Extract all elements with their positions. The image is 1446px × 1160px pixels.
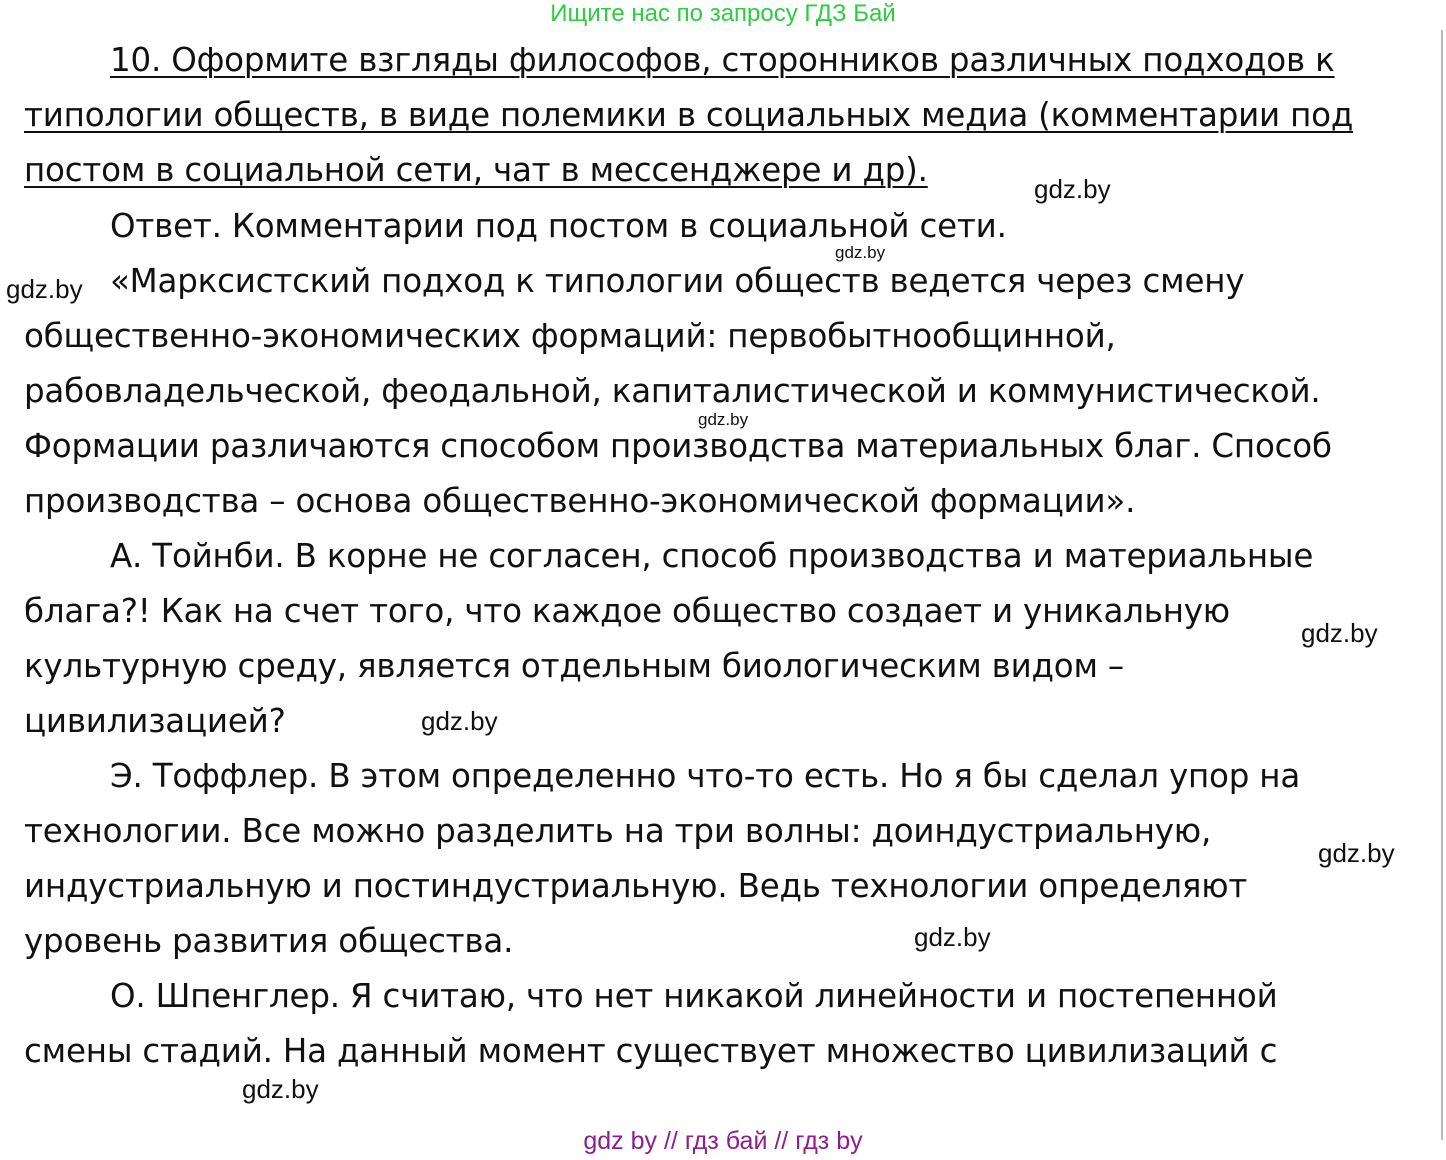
answer-line: смены стадий. На данный момент существует множество цивилизаций с (24, 1032, 1278, 1070)
watermark: gdz.by (835, 243, 886, 262)
task-line-3: постом в социальной сети, чат в мессенджере и др). (24, 151, 928, 189)
answer-line: цивилизацией? (24, 702, 286, 740)
watermark: gdz.by (6, 274, 83, 304)
watermark: gdz.by (1318, 838, 1395, 868)
answer-line: рабовладельческой, феодальной, капиталистической и коммунистической. (24, 372, 1321, 410)
answer-line-toynbee: А. Тойнби. В корне не согласен, способ производства и материальные (110, 537, 1314, 575)
watermark: gdz.by (242, 1074, 319, 1104)
answer-line: культурную среду, является отдельным биологическим видом – (24, 647, 1124, 685)
answer-line: индустриальную и постиндустриальную. Ведь технологии определяют (24, 867, 1248, 905)
answer-line: блага?! Как на счет того, что каждое общество создает и уникальную (24, 592, 1230, 630)
task-line-2: типологии обществ, в виде полемики в социальных медиа (комментарии под (24, 96, 1354, 134)
answer-line: общественно-экономических формаций: первобытнообщинной, (24, 317, 1116, 355)
watermark: gdz.by (421, 706, 498, 736)
answer-line: уровень развития общества. (24, 922, 514, 960)
header-banner: Ищите нас по запросу ГДЗ Бай (550, 0, 896, 27)
footer-watermark: gdz by // гдз бай // гдз by (583, 1127, 863, 1155)
answer-line-toffler: Э. Тоффлер. В этом определенно что-то есть. Но я бы сделал упор на (110, 757, 1301, 795)
answer-line: производства – основа общественно-экономической формации». (24, 482, 1136, 520)
page-edge-rule (1441, 30, 1443, 1140)
answer-line-spengler: О. Шпенглер. Я считаю, что нет никакой линейности и постепенной (110, 977, 1278, 1015)
watermark: gdz.by (914, 922, 991, 952)
answer-heading: Ответ. Комментарии под постом в социальной сети. (110, 207, 1007, 245)
answer-line: технологии. Все можно разделить на три волны: доиндустриальную, (24, 812, 1212, 850)
answer-line: Формации различаются способом производства материальных благ. Способ (24, 427, 1332, 465)
answer-line: «Марксистский подход к типологии обществ ведется через смену (110, 262, 1245, 300)
task-line-1: 10. Оформите взгляды философов, сторонников различных подходов к (110, 41, 1335, 79)
watermark: gdz.by (698, 410, 749, 429)
watermark: gdz.by (1301, 618, 1378, 648)
watermark: gdz.by (1034, 174, 1111, 204)
